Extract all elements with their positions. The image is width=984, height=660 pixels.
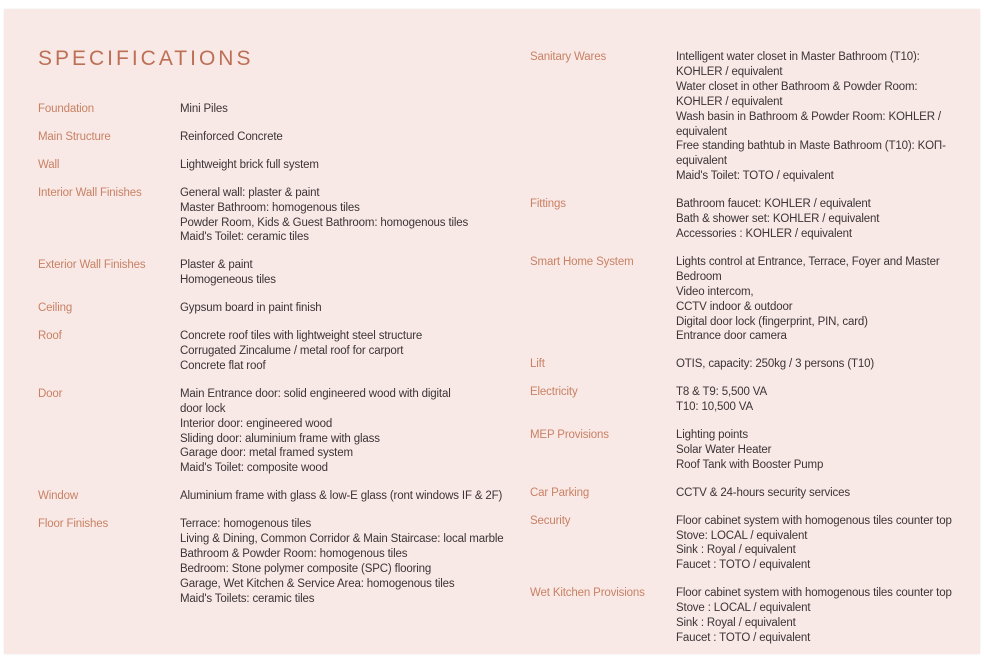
spec-value-line: Maid's Toilets: ceramic tiles [180,592,315,605]
spec-value-line: Terrace: homogenous tiles [180,518,312,531]
spec-label: Lift [530,358,545,371]
spec-value [676,486,980,501]
spec-row [38,301,530,316]
spec-value [676,357,980,372]
spec-value-line: Maid's Toilet: ceramic tiles [180,231,309,244]
spec-value-line: Digital door lock (fingerprint, PIN, card) [676,315,868,328]
spec-value-line: Accessories : KOHLER / equivalent [676,227,852,240]
spec-label: Smart Home System [530,255,634,268]
spec-row [38,489,530,504]
spec-value [180,158,530,173]
spec-label: Door [38,387,63,400]
spec-table-left [38,102,530,620]
spec-label: Roof [38,330,62,343]
spec-value-line: Living & Dining, Common Corridor & Main Staircase: local marble [180,533,504,546]
spec-row [38,102,530,117]
spec-value-line: Lightweight brick full system [180,158,319,171]
spec-value [676,255,980,344]
spec-row [38,517,530,606]
spec-value-line: Homogeneous tiles [180,274,276,287]
spec-value-line: Bedroom: Stone polymer composite (SPC) flooring [180,562,432,575]
spec-value-line: KOHLER / equivalent [676,95,783,108]
spec-value-line: Faucet : TOTO / equivalent [676,559,811,572]
spec-label: Electricity [530,386,578,399]
spec-value-line: Plaster & paint [180,259,253,272]
spec-value-line: Entrance door camera [676,330,787,343]
spec-value [180,301,530,316]
spec-value-line: CCTV & 24-hours security services [676,486,850,499]
spec-label: Car Parking [530,486,590,499]
spec-value-line: Lighting points [676,429,748,442]
spec-value-line: Master Bathroom: homogenous tiles [180,201,360,214]
spec-value [180,258,530,288]
spec-value-line: Aluminium frame with glass & low-E glass (ront windows IF & 2F) [180,490,503,503]
spec-value-line: Sink : Royal / equivalent [676,544,796,557]
spec-label: Window [38,490,79,503]
spec-label: MEP Provisions [530,429,609,442]
spec-value-line: Main Entrance door: solid engineered wood with digital [180,387,451,400]
spec-label: Foundation [38,103,95,115]
spec-value [180,387,530,476]
spec-value-line: Corrugated Zincalume / metal roof for carport [180,344,404,357]
spec-row [38,329,530,374]
spec-value-line: T10: 10,500 VA [676,401,753,414]
spec-value [180,489,530,504]
spec-card [4,9,980,654]
spec-row [38,158,530,173]
spec-value [676,197,980,242]
spec-value-line: Reinforced Concrete [180,130,283,143]
spec-value-line: Maid's Toilet: composite wood [180,462,328,475]
spec-value [676,586,980,646]
spec-value-line: Stove: LOCAL / equivalent [676,529,808,542]
spec-row [530,197,980,242]
spec-row [530,357,980,372]
spec-value-line: Wash basin in Bathroom & Powder Room: KOHLER / [676,110,941,123]
spec-value-line: KOHLER / equivalent [676,65,783,78]
spec-row [38,387,530,476]
spec-value-line: Mini Piles [180,103,228,115]
spec-value-line: Stove : LOCAL / equivalent [676,602,811,615]
spec-value [676,385,980,415]
spec-value-line: Faucet : TOTO / equivalent [676,632,811,644]
spec-value-line: Lights control at Entrance, Terrace, Foyer and Master [676,255,940,268]
spec-row [530,385,980,415]
spec-row [530,50,980,184]
spec-value-line: Intelligent water closet in Master Bathroom (T10): [676,51,920,63]
spec-value-line: Bathroom faucet: KOHLER / equivalent [676,198,871,211]
spec-value [180,130,530,145]
spec-value-line: Floor cabinet system with homogenous tiles counter top [676,587,952,600]
spec-label: Wall [38,158,60,171]
spec-label: Wet Kitchen Provisions [530,587,645,600]
spec-label: Sanitary Wares [530,51,607,63]
spec-label: Interior Wall Finishes [38,186,142,199]
spec-value-line: Interior door: engineered wood [180,417,333,430]
spec-value [180,517,530,606]
spec-value [676,50,980,184]
spec-table-right [530,50,980,654]
spec-value-line: door lock [180,402,226,415]
spec-row [530,486,980,501]
spec-label: Exterior Wall Finishes [38,259,146,272]
spec-value-line: General wall: plaster & paint [180,186,320,199]
spec-value-line: Video intercom, [676,285,754,298]
spec-value [676,428,980,473]
spec-row [530,514,980,574]
spec-row [38,186,530,246]
spec-value-line: Concrete flat roof [180,359,266,372]
spec-value [180,329,530,374]
spec-value-line: Floor cabinet system with homogenous tiles counter top [676,514,952,527]
spec-row [38,130,530,145]
spec-value-line: Garage door: metal framed system [180,447,353,460]
spec-value-line: Maid's Toilet: TOTO / equivalent [676,170,834,183]
spec-value-line: Free standing bathtub in Maste Bathroom (T10): KOΠ- [676,140,946,153]
spec-row [530,255,980,344]
spec-row [530,428,980,473]
spec-value-line: equivalent [676,155,727,168]
spec-label: Main Structure [38,130,111,143]
spec-value-line: Bedroom [676,270,722,283]
spec-value-line: Roof Tank with Booster Pump [676,458,824,471]
spec-value-line: Sink : Royal / equivalent [676,617,796,630]
spec-value-line: Concrete roof tiles with lightweight steel structure [180,330,423,343]
spec-label: Security [530,514,571,527]
spec-row [530,586,980,646]
spec-value-line: Water closet in other Bathroom & Powder Room: [676,80,918,93]
spec-value-line: equivalent [676,125,727,138]
page-title: SPECIFICATIONS [38,47,254,70]
spec-value-line: CCTV indoor & outdoor [676,300,793,313]
spec-value [676,514,980,574]
spec-value-line: Bath & shower set: KOHLER / equivalent [676,213,880,226]
spec-value-line: Powder Room, Kids & Guest Bathroom: homogenous tiles [180,216,469,229]
spec-value-line: OTIS, capacity: 250kg / 3 persons (T10) [676,358,875,371]
spec-value [180,102,530,117]
spec-value-line: Solar Water Heater [676,443,772,456]
spec-row [38,258,530,288]
spec-label: Ceiling [38,302,73,315]
spec-value-line: Bathroom & Powder Room: homogenous tiles [180,547,408,560]
spec-label: Fittings [530,198,566,211]
spec-value-line: T8 & T9: 5,500 VA [676,386,767,399]
spec-value [180,186,530,246]
spec-value-line: Sliding door: aluminium frame with glass [180,432,380,445]
spec-value-line: Garage, Wet Kitchen & Service Area: homogenous tiles [180,577,455,590]
spec-value-line: Gypsum board in paint finish [180,302,322,315]
spec-label: Floor Finishes [38,518,109,531]
